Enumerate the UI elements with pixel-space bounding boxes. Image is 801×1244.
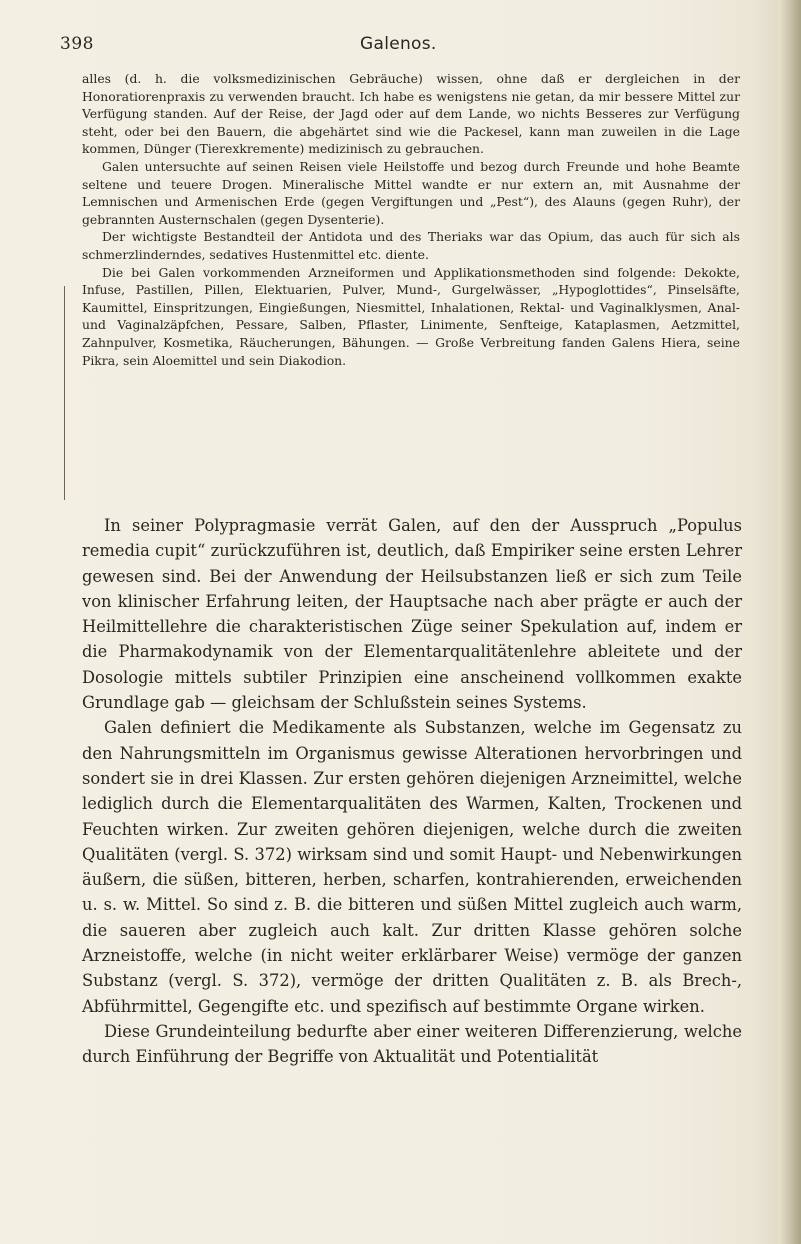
page-number: 398 [60,34,94,54]
small-paragraph: Der wichtigste Bestandteil der Antidota und des Theriaks war das Opium, das auch für sich als schmerzlinderndes, sedatives Hustenmittel etc. diente. [82,229,740,262]
small-paragraph: alles (d. h. die volksmedizinischen Gebräuche) wissen, ohne daß er dergleichen in der Honoratiorenpraxis zu verwenden braucht. Ich habe es wenigstens nie getan, da mir bessere Mittel zur Verfügung standen. Auf der Reise, der Jagd oder auf dem Lande, wo nichts Besseres zur Verfügung steht, oder bei den Bauern, die abgehärtet sind wie die Packesel, kann man zuweilen in die Lage kommen, Dünger (Tierexkremente) medizinisch zu gebrauchen. [82,71,740,157]
main-text-section [82,513,742,1070]
body-paragraph: In seiner Polypragmasie verrät Galen, auf den der Ausspruch „Populus remedia cupit“ zurückzuführen ist, deutlich, daß Empiriker seine ersten Lehrer gewesen sind. Bei der Anwendung der Heilsubstanzen ließ er sich zum Teile von klinischer Erfahrung leiten, der Hauptsache nach aber prägte er auch der Heilmittellehre die charakteristischen Züge seiner Spekulation auf, indem er die Pharmakodynamik von der Elementarqualitätenlehre ableitete und der Dosologie mittels subtiler Prinzipien eine anscheinend vollkommen exakte Grundlage gab — gleichsam der Schlußstein seines Systems. [82,516,742,713]
page-edge-shadow [779,0,801,1244]
page-header [60,34,740,58]
body-paragraph: Diese Grundeinteilung bedurfte aber einer weiteren Differenzierung, welche durch Einführung der Begriffe von Aktualität und Potentialität [82,1021,742,1067]
margin-bracket-mark [64,286,75,500]
running-head: Galenos. [360,34,437,54]
small-print-section [82,70,740,369]
small-paragraph: Galen untersuchte auf seinen Reisen viele Heilstoffe und bezog durch Freunde und hohe Beamte seltene und teuere Drogen. Mineralische Mittel wandte er nur extern an, mit Ausnahme der Lemnischen und Armenischen Erde (gegen Vergiftungen und „Pest“), des Alauns (gegen Ruhr), der gebrannten Austernschalen (gegen Dysenterie). [82,158,740,227]
body-paragraph: Galen definiert die Medikamente als Substanzen, welche im Gegensatz zu den Nahrungsmitteln im Organismus gewisse Alterationen hervorbringen und sondert sie in drei Klassen. Zur ersten gehören diejenigen Arzneimittel, welche lediglich durch die Elementarqualitäten des Warmen, Kalten, Trockenen und Feuchten wirken. Zur zweiten gehören diejenigen, welche durch die zweiten Qualitäten (vergl. S. 372) wirksam sind und somit Haupt- und Nebenwirkungen äußern, die süßen, bitteren, herben, scharfen, kontrahierenden, erweichenden u. s. w. Mittel. So sind z. B. die bitteren und süßen Mittel zugleich auch warm, die saueren aber zugleich auch kalt. Zur dritten Klasse gehören solche Arzneistoffe, welche (in nicht weiter erklärbarer Weise) vermöge der ganzen Substanz (vergl. S. 372), vermöge der dritten Qualitäten z. B. als Brech-, Abführmittel, Gegengifte etc. und spezifisch auf bestimmte Organe wirken. [82,718,742,1016]
small-paragraph: Die bei Galen vorkommenden Arzneiformen und Applikationsmethoden sind folgende: Dekokte, Infuse, Pastillen, Pillen, Elektuarien, Pulver, Mund-, Gurgelwässer, „Hypoglottides“, Pinselsäfte, Kaumittel, Einspritzungen, Eingießungen, Niesmittel, Inhalationen, Rektal- und Vaginalklysmen, Anal- und Vaginalzäpfchen, Pessare, Salben, Pflaster, Linimente, Senfteige, Kataplasmen, Aetzmittel, Zahnpulver, Kosmetika, Räucherungen, Bähungen. — Große Verbreitung fanden Galens Hiera, seine Pikra, sein Aloemittel und sein Diakodion. [82,264,740,368]
